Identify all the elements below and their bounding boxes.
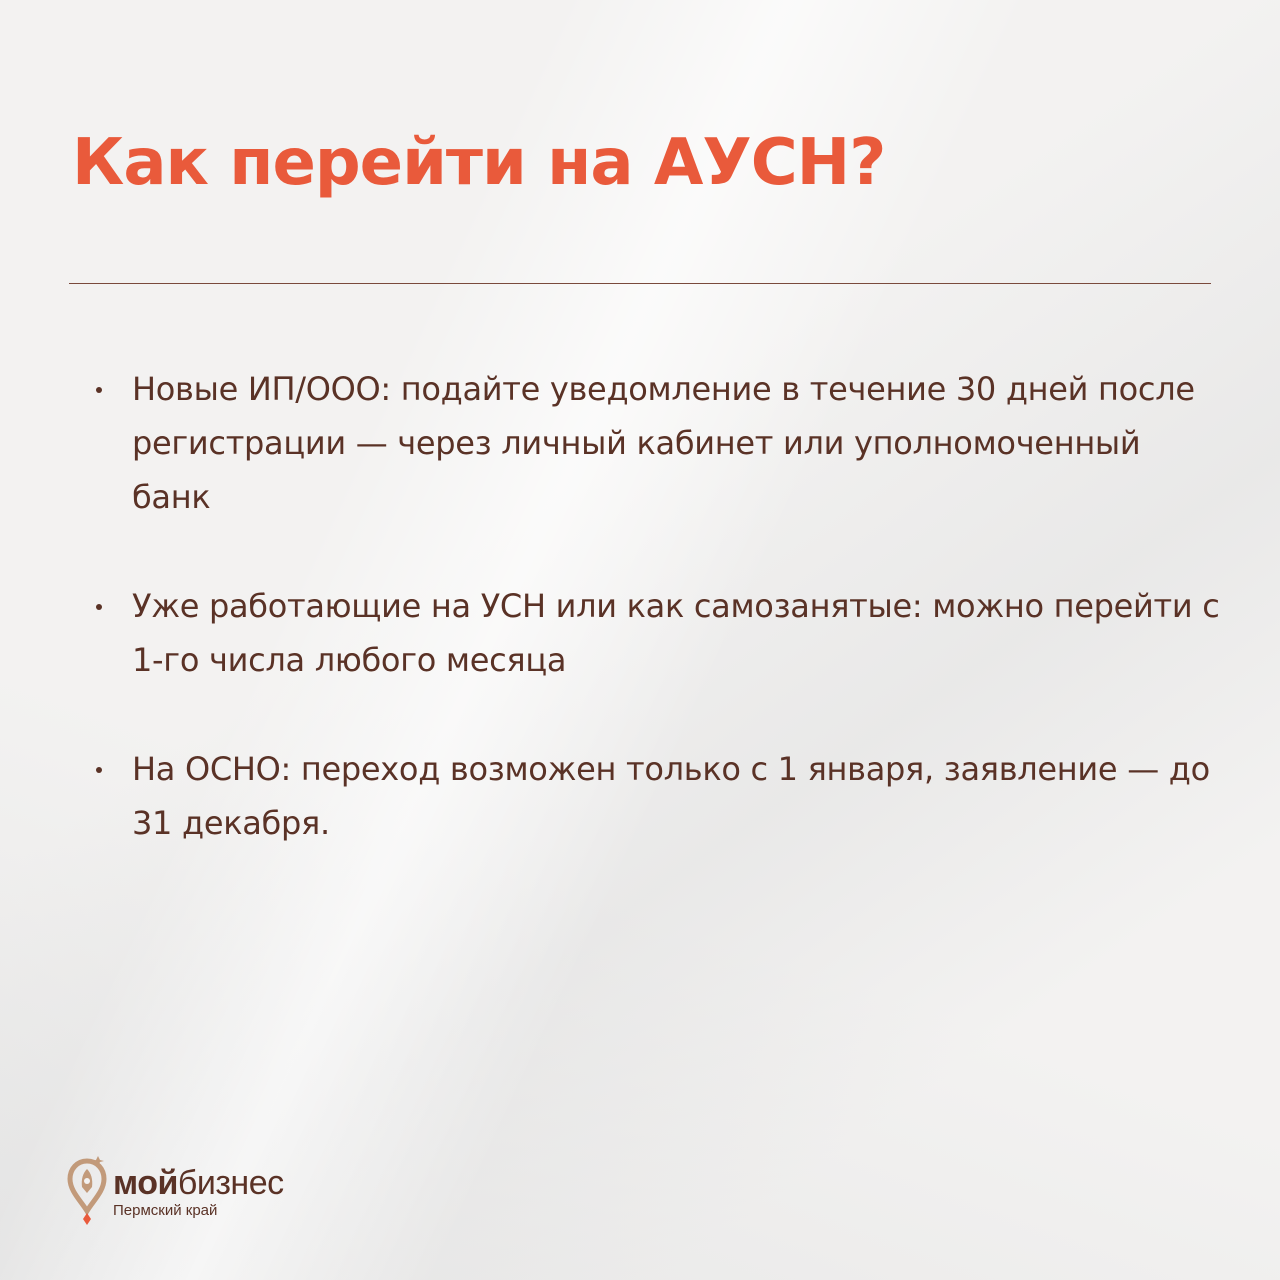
logo-name-bold: мой [113,1164,178,1202]
bullet-dot-icon [96,604,102,610]
bullet-dot-icon [96,387,102,393]
logo-subtitle: Пермский край [113,1202,218,1219]
logo-name-regular: бизнес [177,1164,284,1202]
logo-text [113,1165,284,1220]
slide-title: Как перейти на АУСН? [72,126,886,200]
list-item-text: Новые ИП/ООО: подайте уведомление в течение 30 дней после регистрации — через личный кабинет или уполномоченный банк [132,370,1195,516]
divider [69,283,1211,284]
location-pin-icon [67,1155,107,1227]
list-item [96,362,1226,524]
bullet-list [96,362,1226,850]
list-item-text: Уже работающие на УСН или как самозанятые: можно перейти с 1-го числа любого месяца [132,587,1220,679]
list-item-text: На ОСНО: переход возможен только с 1 января, заявление — до 31 декабря. [132,750,1210,842]
bullet-dot-icon [96,767,102,773]
list-item [96,742,1226,850]
list-item [96,579,1226,687]
logo-name [113,1165,284,1201]
brand-logo [67,1155,284,1227]
